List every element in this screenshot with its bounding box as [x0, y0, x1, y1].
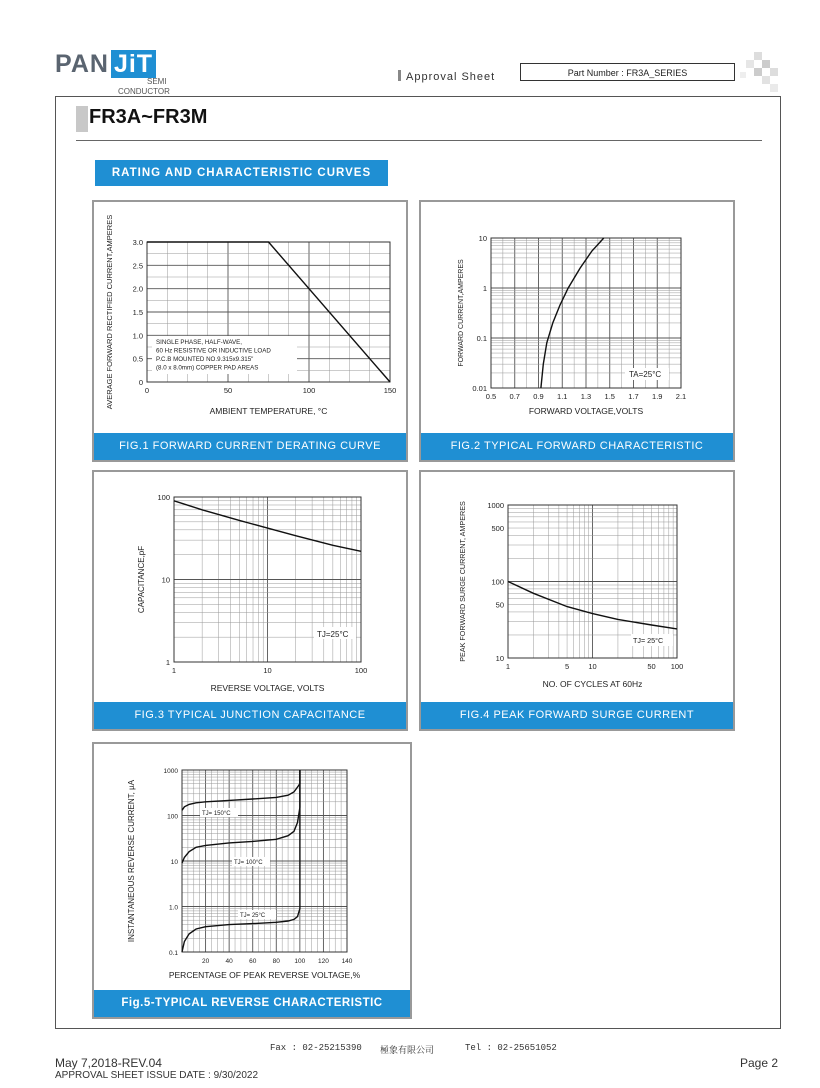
title-accent-bar: [76, 106, 88, 132]
y-tick-label: 1.0: [132, 331, 143, 341]
brand-jit: JiT: [111, 50, 156, 78]
y-axis-label: CAPACITANCE,pF: [137, 545, 146, 614]
annotation-text: TJ= 25°C: [633, 636, 664, 645]
y-tick-label: 1.5: [132, 308, 143, 317]
y-tick-label: 2.0: [132, 284, 143, 294]
section-header: RATING AND CHARACTERISTIC CURVES: [95, 160, 388, 186]
series-label: TJ= 25°C: [240, 913, 266, 919]
document-title: FR3A~FR3M: [89, 106, 208, 128]
y-tick-label: 10: [478, 234, 487, 243]
y-tick-label: 2.5: [132, 261, 143, 271]
part-number-box: Part Number : FR3A_SERIES: [520, 63, 735, 81]
x-tick-label: 1.3: [580, 392, 592, 401]
y-tick-label: 100: [491, 577, 504, 587]
footer-revision: May 7,2018-REV.04: [55, 1056, 162, 1070]
title-divider: [76, 140, 762, 141]
y-tick-label: 10: [495, 654, 504, 663]
fig2-panel: [419, 200, 735, 462]
series-label: TJ= 100°C: [234, 860, 263, 866]
x-tick-label: 0.7: [509, 392, 520, 401]
x-tick-label: 1: [171, 666, 177, 675]
x-tick-label: 1: [505, 662, 511, 671]
x-tick-label: 60: [249, 958, 257, 965]
fig3-chart: [94, 472, 406, 702]
y-tick-label: 1: [482, 284, 487, 293]
fig3-panel: [92, 470, 408, 731]
x-axis-label: NO. OF CYCLES AT 60Hz: [542, 679, 643, 689]
fig2-caption: FIG.2 TYPICAL FORWARD CHARACTERISTIC: [421, 433, 733, 460]
fig4-caption: FIG.4 PEAK FORWARD SURGE CURRENT: [421, 702, 733, 729]
x-tick-label: 150: [383, 386, 397, 395]
y-tick-label: 3.0: [132, 238, 143, 247]
fig4-chart: [421, 472, 733, 702]
annotation-text: TA=25°C: [629, 370, 662, 379]
annotation-text: 60 Hz RESISTIVE OR INDUCTIVE LOAD: [156, 347, 271, 355]
annotation-text: TJ=25°C: [317, 630, 349, 639]
x-tick-label: 1.1: [557, 392, 568, 401]
footer-tel: Tel : 02-25651052: [465, 1043, 557, 1053]
footer-fax: Fax : 02-25215390: [270, 1043, 362, 1053]
x-tick-label: 50: [647, 662, 656, 671]
x-axis-label: REVERSE VOLTAGE, VOLTS: [210, 683, 325, 693]
y-tick-label: 500: [491, 524, 504, 534]
fig1-chart: [94, 202, 406, 432]
x-tick-label: 0: [144, 386, 150, 395]
y-tick-label: 1000: [163, 768, 178, 775]
brand-subtitle: [147, 77, 167, 87]
x-tick-label: 1.7: [628, 392, 639, 401]
y-tick-label: 10: [170, 859, 178, 866]
fig4-panel: [419, 470, 735, 731]
x-tick-label: 0.9: [533, 392, 544, 401]
x-tick-label: 2.1: [675, 392, 687, 401]
y-tick-label: 1.0: [168, 904, 178, 912]
x-tick-label: 140: [341, 958, 353, 965]
company-logo: [55, 50, 156, 79]
y-tick-label: 0: [138, 378, 143, 387]
fig1-panel: [92, 200, 408, 462]
y-tick-label: 0.01: [472, 384, 487, 393]
y-axis-label: PEAK FORWARD SURGE CURRENT, AMPERES: [458, 501, 467, 662]
y-tick-label: 0.1: [168, 950, 178, 957]
brand-sub-conductor: CONDUCTOR: [118, 87, 170, 96]
x-tick-label: 1.5: [604, 392, 615, 401]
series-label: TJ= 150°C: [202, 811, 231, 817]
y-tick-label: 1: [165, 658, 170, 667]
fig3-caption: FIG.3 TYPICAL JUNCTION CAPACITANCE: [94, 702, 406, 729]
y-tick-label: 100: [167, 813, 178, 821]
x-tick-label: 80: [272, 958, 280, 965]
x-tick-label: 100: [294, 958, 306, 965]
footer-company: 極象有限公司: [380, 1046, 435, 1056]
x-tick-label: 10: [588, 662, 597, 671]
x-tick-label: 40: [225, 958, 233, 965]
checker-decoration-icon: [740, 52, 780, 92]
x-tick-label: 100: [302, 386, 316, 395]
x-axis-label: PERCENTAGE OF PEAK REVERSE VOLTAGE,%: [168, 970, 361, 980]
brand-sub-semi: SEMI: [147, 77, 167, 86]
fig2-chart: [421, 202, 733, 432]
fig5-chart: [94, 744, 410, 990]
fig1-caption: FIG.1 FORWARD CURRENT DERATING CURVE: [94, 433, 406, 460]
annotation-text: (8.0 x 8.0mm) COPPER PAD AREAS: [156, 364, 259, 372]
fig5-caption: Fig.5-TYPICAL REVERSE CHARACTERISTIC: [94, 990, 410, 1017]
x-tick-label: 10: [263, 666, 272, 675]
annotation-text: SINGLE PHASE, HALF-WAVE,: [156, 339, 242, 346]
x-axis-label: AMBIENT TEMPERATURE, °C: [209, 406, 328, 416]
annotation-text: P.C.B MOUNTED NO.9.315x9.315": [156, 356, 254, 363]
x-tick-label: 5: [564, 662, 570, 671]
y-tick-label: 0.1: [476, 334, 487, 343]
x-tick-label: 100: [670, 662, 684, 671]
brand-pan: PAN: [55, 50, 109, 78]
y-axis-label: FORWARD CURRENT,AMPERES: [458, 259, 465, 367]
footer-issue-date: APPROVAL SHEET ISSUE DATE : 9/30/2022: [55, 1070, 259, 1081]
approval-sheet-label: Approval Sheet: [398, 70, 495, 83]
x-tick-label: 120: [317, 958, 329, 965]
y-tick-label: 10: [161, 575, 170, 585]
y-tick-label: 100: [157, 493, 170, 502]
x-tick-label: 1.9: [652, 392, 663, 401]
y-axis-label: AVERAGE FORWARD RECTIFIED CURRENT,AMPERES: [105, 214, 114, 410]
x-tick-label: 0.5: [485, 392, 497, 401]
y-tick-label: 0.5: [132, 354, 143, 364]
y-axis-label: INSTANTANEOUS REVERSE CURRENT, µA: [127, 779, 136, 943]
x-tick-label: 20: [201, 958, 210, 965]
y-tick-label: 50: [495, 600, 504, 610]
footer-page: Page 2: [740, 1056, 779, 1070]
y-tick-label: 1000: [487, 501, 504, 510]
x-axis-label: FORWARD VOLTAGE,VOLTS: [528, 406, 644, 416]
fig5-panel: [92, 742, 412, 1019]
x-tick-label: 100: [354, 666, 368, 675]
x-tick-label: 50: [223, 386, 233, 395]
